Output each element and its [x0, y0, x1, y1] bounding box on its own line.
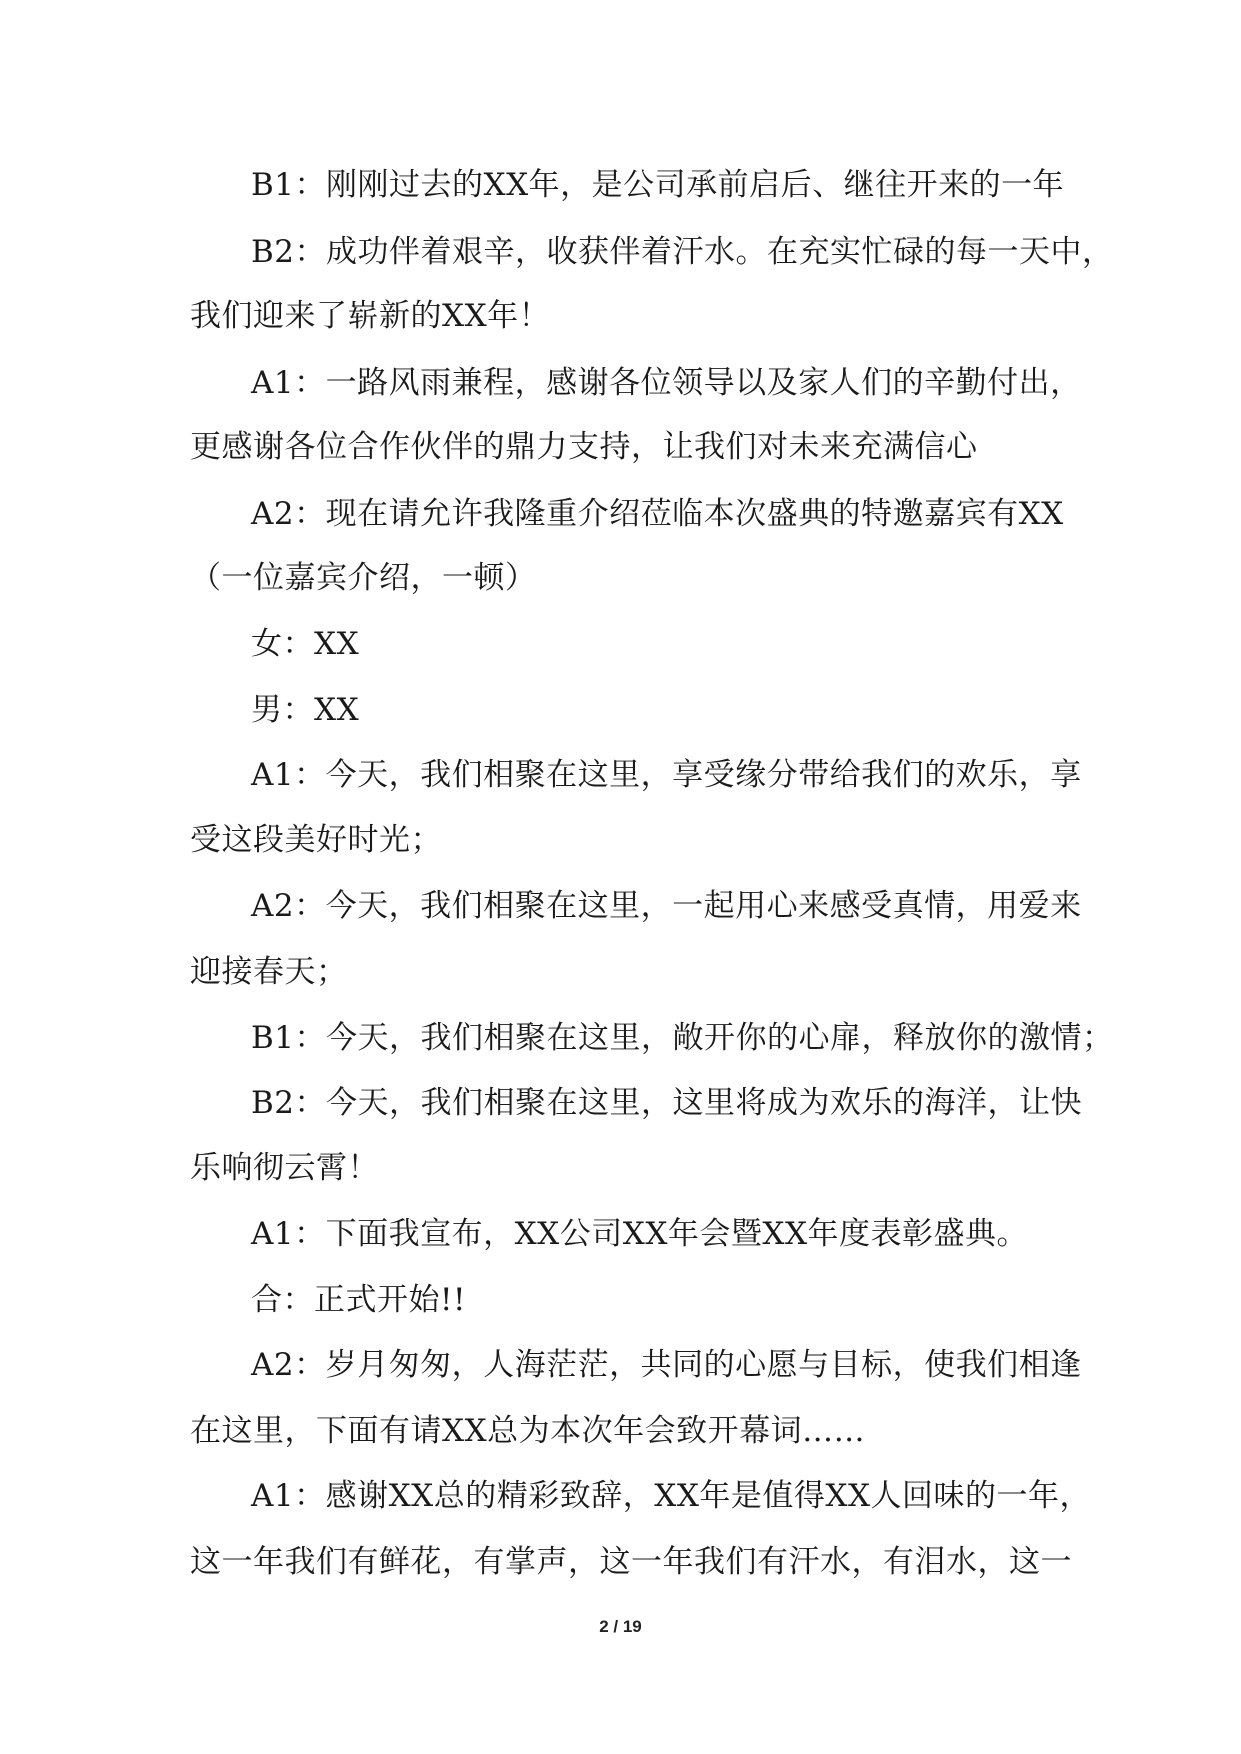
text-line: A1：今天，我们相聚在这里，享受缘分带给我们的欢乐，享 — [251, 757, 1082, 793]
text-line: 受这段美好时光； — [190, 822, 442, 858]
text-line: 女：XX — [251, 626, 360, 662]
text-line: B2：今天，我们相聚在这里，这里将成为欢乐的海洋，让快 — [251, 1085, 1083, 1121]
text-line: 合：正式开始!! — [251, 1282, 466, 1318]
text-line: A2：现在请允许我隆重介绍莅临本次盛典的特邀嘉宾有XX — [251, 496, 1064, 532]
page-number: 2 / 19 — [599, 1617, 642, 1636]
text-line: 乐响彻云霄！ — [190, 1150, 379, 1186]
text-line: A2：今天，我们相聚在这里，一起用心来感受真情，用爱来 — [251, 888, 1082, 924]
text-line: B2：成功伴着艰辛，收获伴着汗水。在充实忙碌的每一天中， — [251, 234, 1114, 270]
text-line: 更感谢各位合作伙伴的鼎力支持，让我们对未来充满信心 — [190, 429, 978, 465]
text-line: 我们迎来了崭新的XX年！ — [190, 298, 551, 334]
text-line: B1：刚刚过去的XX年，是公司承前启后、继往开来的一年 — [251, 167, 1065, 203]
text-line: A1：一路风雨兼程，感谢各位领导以及家人们的辛勤付出， — [251, 365, 1082, 401]
text-line: 在这里，下面有请XX总为本次年会致开幕词…… — [190, 1413, 866, 1449]
text-line: B1：今天，我们相聚在这里，敞开你的心扉，释放你的激情； — [251, 1020, 1114, 1056]
text-line: A2：岁月匆匆，人海茫茫，共同的心愿与目标，使我们相逢 — [251, 1347, 1082, 1383]
text-line: 迎接春天； — [190, 954, 348, 990]
text-line: （一位嘉宾介绍，一顿） — [190, 560, 537, 596]
text-line: A1：感谢XX总的精彩致辞，XX年是值得XX人回味的一年， — [251, 1478, 1092, 1514]
text-line: A1：下面我宣布，XX公司XX年会暨XX年度表彰盛典。 — [251, 1216, 1029, 1252]
text-line: 男：XX — [251, 692, 360, 728]
text-line: 这一年我们有鲜花，有掌声，这一年我们有汗水，有泪水，这一 — [190, 1544, 1072, 1580]
